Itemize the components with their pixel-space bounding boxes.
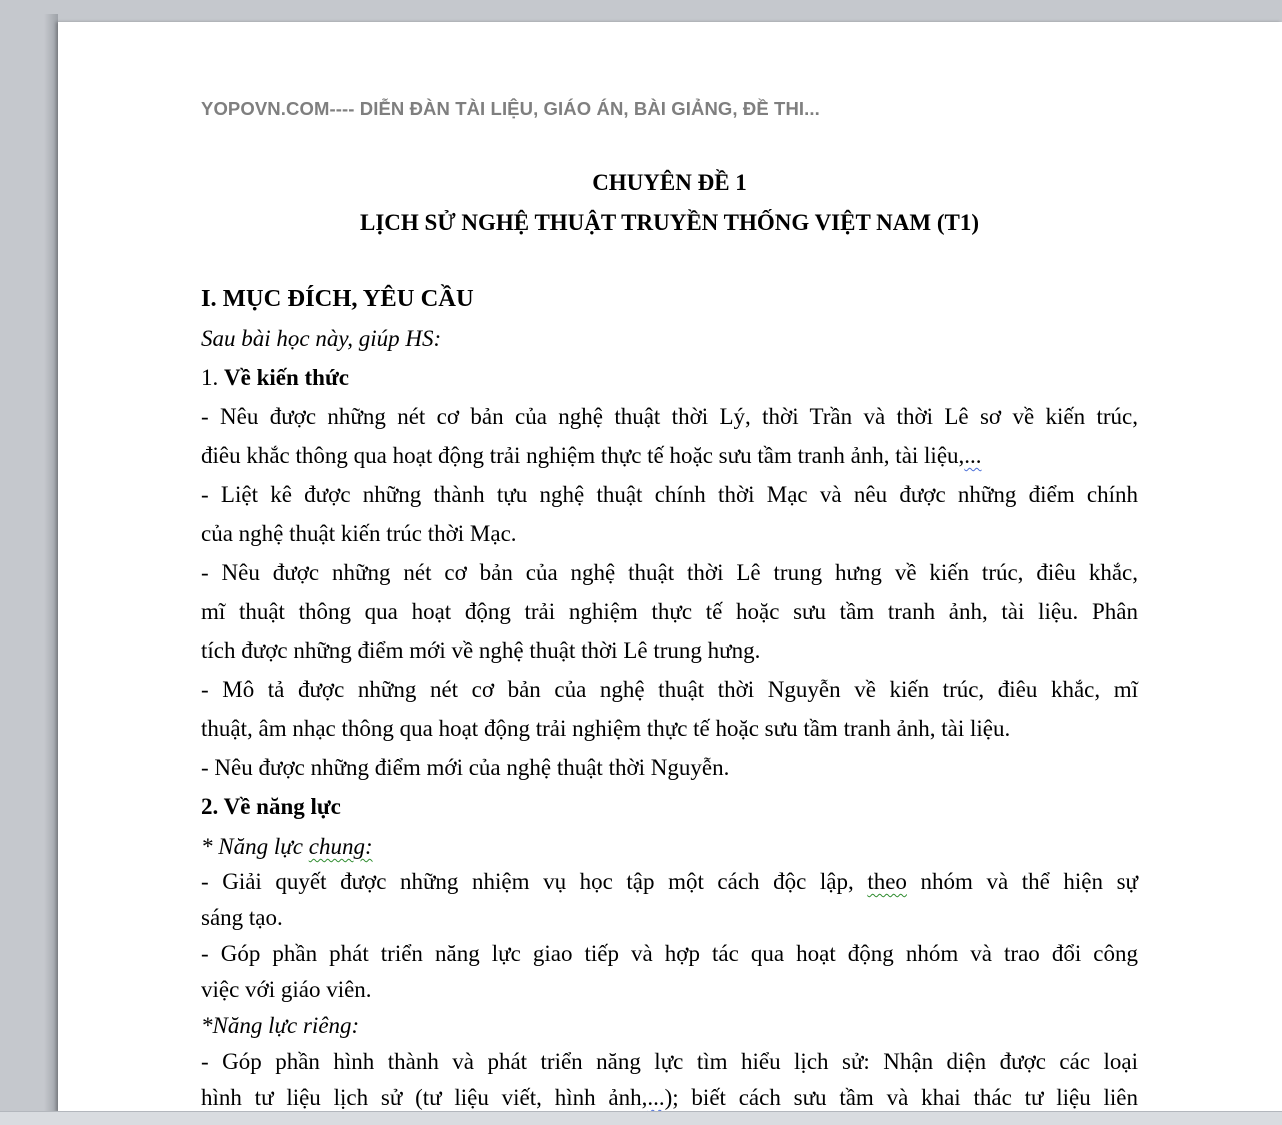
paragraph-line: của nghệ thuật kiến trúc thời Mạc. bbox=[201, 521, 517, 546]
paragraph-text: hình tư liệu lịch sử (tư liệu viết, hình ảnh, bbox=[201, 1085, 648, 1110]
paragraph-line: - Liệt kê được những thành tựu nghệ thuật chính thời Mạc và nêu được những điểm chính bbox=[201, 482, 1138, 507]
page-header: YOPOVN.COM---- DIỄN ĐÀN TÀI LIỆU, GIÁO ÁN, BÀI GIẢNG, ĐỀ THI... bbox=[201, 98, 820, 119]
paragraph-line bbox=[201, 1086, 1138, 1109]
paragraph-text: nhóm và thể hiện sự bbox=[906, 869, 1138, 894]
spellcheck-underline: theo bbox=[867, 869, 907, 894]
paragraph-line: - Góp phần hình thành và phát triển năng lực tìm hiểu lịch sử: Nhận diện được các loại bbox=[201, 1049, 1138, 1074]
paragraph-line: - Nêu được những nét cơ bản của nghệ thuật thời Lê trung hưng về kiến trúc, điêu khắc, bbox=[201, 560, 1138, 585]
paragraph-text: điêu khắc thông qua hoạt động trải nghiệm thực tế hoặc sưu tầm tranh ảnh, tài liệu, bbox=[201, 443, 965, 468]
paragraph-line: sáng tạo. bbox=[201, 905, 283, 930]
paragraph-line: - Nêu được những điểm mới của nghệ thuật thời Nguyễn. bbox=[201, 755, 730, 780]
paragraph-line bbox=[201, 870, 1138, 893]
document-title: CHUYÊN ĐỀ 1 bbox=[592, 170, 747, 195]
paragraph-line: việc với giáo viên. bbox=[201, 977, 372, 1002]
subheading-competence: 2. Về năng lực bbox=[201, 794, 341, 819]
paragraph-line: - Nêu được những nét cơ bản của nghệ thuật thời Lý, thời Trần và thời Lê sơ về kiến trúc, bbox=[201, 404, 1138, 429]
spellcheck-underline: ... bbox=[964, 443, 982, 468]
general-competence-label bbox=[201, 835, 1138, 858]
paragraph-line bbox=[201, 444, 1138, 467]
subheading-number: 1. bbox=[201, 365, 224, 390]
spellcheck-underline: chung: bbox=[308, 834, 373, 859]
label-text: * Năng lực bbox=[201, 834, 309, 859]
subheading-knowledge bbox=[201, 366, 1138, 389]
paragraph-line: mĩ thuật thông qua hoạt động trải nghiệm thực tế hoặc sưu tầm tranh ảnh, tài liệu. Phân bbox=[201, 599, 1138, 624]
specific-competence-label: *Năng lực riêng: bbox=[201, 1013, 360, 1038]
spellcheck-underline: ... bbox=[647, 1085, 665, 1110]
paragraph-text: ); biết cách sưu tầm và khai thác tư liệu liên bbox=[664, 1085, 1138, 1110]
paragraph-line: thuật, âm nhạc thông qua hoạt động trải nghiệm thực tế hoặc sưu tầm tranh ảnh, tài liệu. bbox=[201, 716, 1011, 741]
page-left-shadow bbox=[44, 14, 58, 1124]
section-intro: Sau bài học này, giúp HS: bbox=[201, 326, 442, 351]
paragraph-text: - Giải quyết được những nhiệm vụ học tập một cách độc lập, bbox=[201, 869, 868, 894]
paragraph-line: - Mô tả được những nét cơ bản của nghệ thuật thời Nguyễn về kiến trúc, điêu khắc, mĩ bbox=[201, 677, 1138, 702]
paragraph-line: - Góp phần phát triển năng lực giao tiếp và hợp tác qua hoạt động nhóm và trao đổi công bbox=[201, 941, 1138, 966]
subheading-title: Về kiến thức bbox=[224, 365, 349, 390]
document-page[interactable] bbox=[58, 22, 1282, 1112]
paragraph-line: tích được những điểm mới về nghệ thuật thời Lê trung hưng. bbox=[201, 638, 761, 663]
document-subtitle: LỊCH SỬ NGHỆ THUẬT TRUYỀN THỐNG VIỆT NAM (T1) bbox=[360, 210, 979, 235]
horizontal-scrollbar[interactable] bbox=[0, 1111, 1282, 1125]
section-heading: I. MỤC ĐÍCH, YÊU CẦU bbox=[201, 285, 474, 312]
